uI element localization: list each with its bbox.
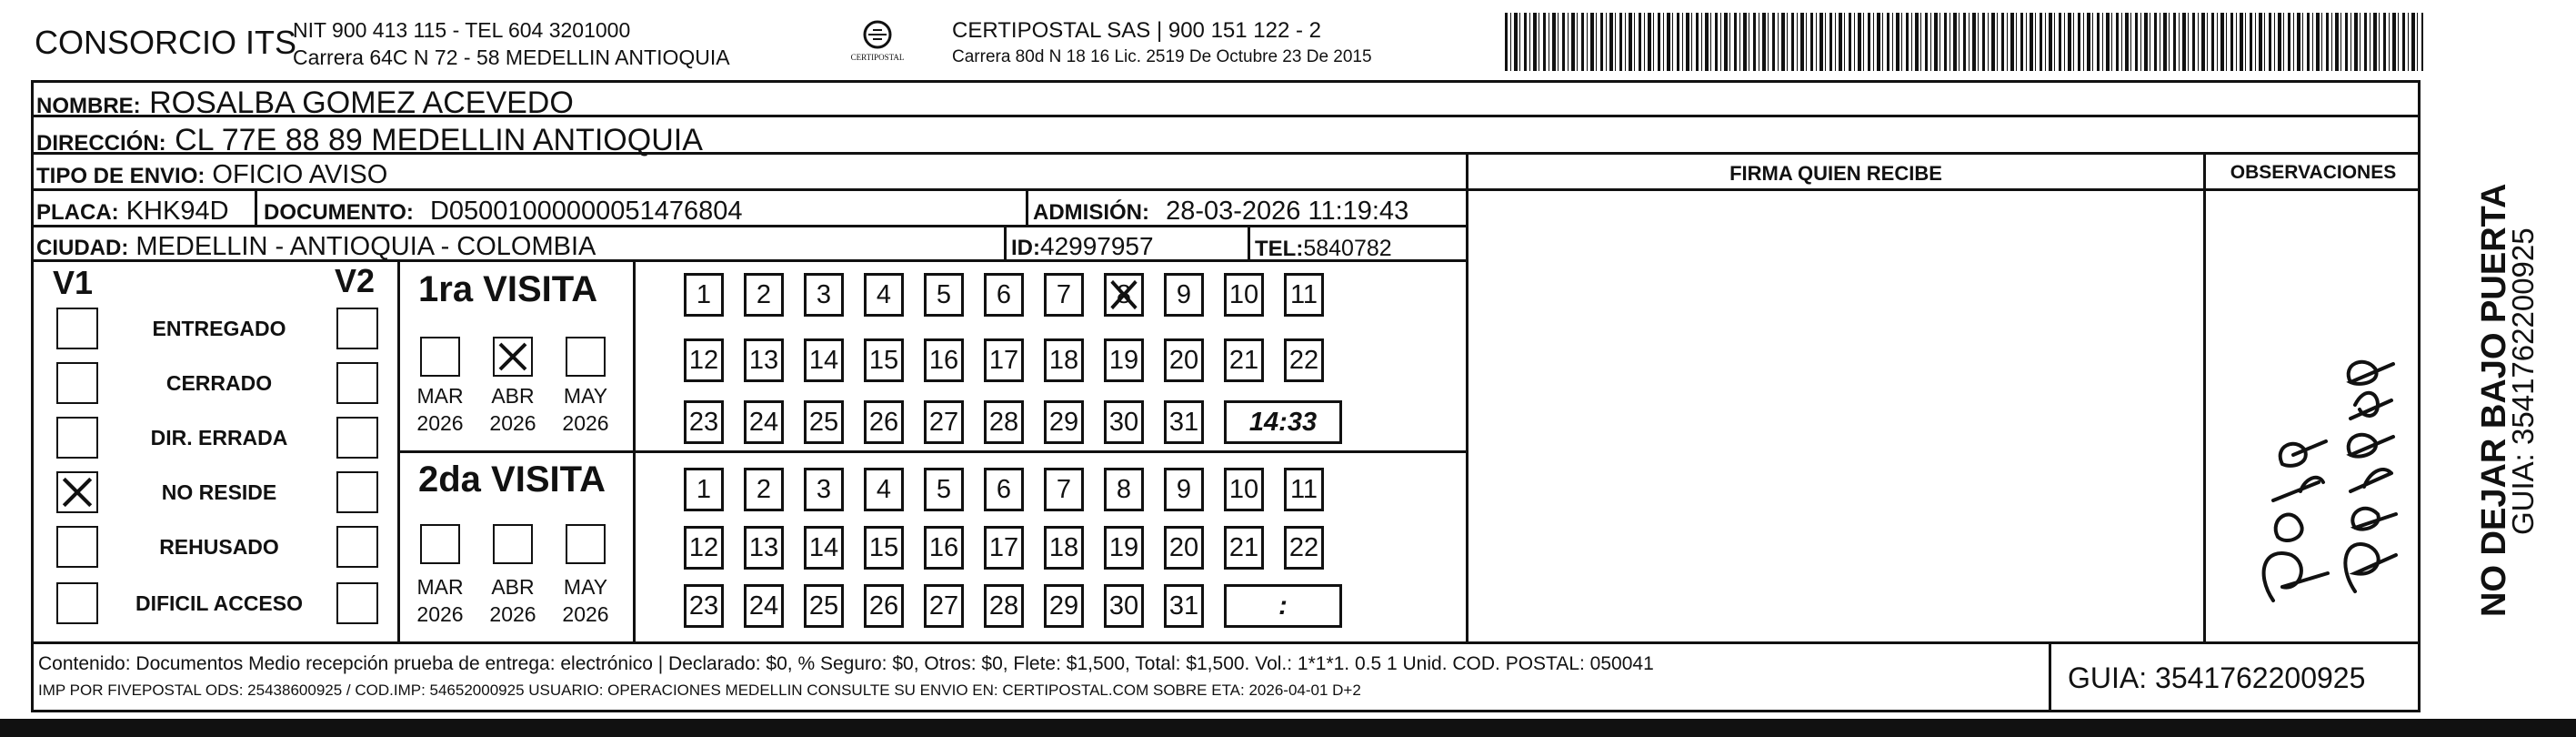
barcode [1505,13,2423,71]
day-number: 8 [1116,475,1132,504]
day-box[interactable] [1164,468,1204,511]
v2-checkbox[interactable] [336,308,378,349]
day-number: 13 [748,533,779,562]
v2-checkbox[interactable] [336,362,378,404]
footer-contenido: Contenido: Documentos Medio recepción prueba de entrega: electrónico | Declarado: $0, % Seguro: $0, Otros: $0, Flete: $1,500, Total: $1,500. Vol.: 1*1*1. 0.5 1 Unid. COD. POSTAL: 050041 [38,653,1654,674]
logo-icon [846,16,909,71]
day-box[interactable] [744,338,784,382]
bottom-border-strip [0,719,2576,737]
day-box[interactable] [864,584,904,628]
v2-checkbox[interactable] [336,471,378,513]
footer-impresion: IMP POR FIVEPOSTAL ODS: 25438600925 / COD.IMP: 54652000925 USUARIO: OPERACIONES MEDELLIN CONSULTE SU ENVIO EN: CERTIPOSTAL.COM SOBRE ETA: 2026-04-01 D+2 [38,681,1361,699]
day-box[interactable] [744,584,784,628]
nombre-value: ROSALBA GOMEZ ACEVEDO [149,86,574,120]
day-box[interactable] [1224,338,1264,382]
day-box[interactable] [1044,400,1084,444]
day-box[interactable] [1044,273,1084,317]
day-number: 17 [988,533,1019,562]
v1-checkbox[interactable] [56,582,98,624]
day-number: 7 [1056,475,1072,504]
day-box[interactable] [924,273,964,317]
v2-checkbox[interactable] [336,582,378,624]
day-box[interactable] [1224,526,1264,570]
day-box[interactable] [1044,526,1084,570]
id-field [1011,232,1154,263]
day-box[interactable] [1224,273,1264,317]
day-box[interactable] [1164,526,1204,570]
day-box[interactable] [1104,400,1144,444]
day-number: 3 [816,280,832,309]
day-box[interactable] [744,273,784,317]
day-number: 12 [688,346,719,375]
month-name: MAR [416,575,464,599]
day-number: 22 [1288,533,1319,562]
day-number: 24 [748,408,779,437]
month-year: 2026 [416,411,464,435]
day-number: 10 [1228,475,1259,504]
day-box[interactable] [684,468,724,511]
signature-area [1468,191,2203,641]
day-box[interactable] [684,338,724,382]
ciudad-value: MEDELLIN - ANTIOQUIA - COLOMBIA [135,232,596,261]
month-name: MAR [416,384,464,408]
observaciones-handwriting [2219,209,2401,628]
placa-field [36,197,229,227]
status-label: REHUSADO [159,535,279,559]
day-box[interactable] [924,468,964,511]
visit2-title: 2da VISITA [418,459,606,500]
admision-value: 28-03-2026 11:19:43 [1166,197,1409,226]
day-box[interactable] [744,400,784,444]
direccion-label: DIRECCIÓN: [36,131,166,156]
v2-checkbox[interactable] [336,417,378,459]
v1-checkbox[interactable] [56,471,98,513]
day-box[interactable] [984,584,1024,628]
visit-divider [397,450,1466,453]
v1-checkbox[interactable] [56,417,98,459]
day-number: 13 [748,346,779,375]
day-number: 29 [1048,591,1079,621]
month-name: ABR [491,384,535,408]
day-number: 15 [868,533,899,562]
side-guia: GUIA: 3541762200925 [2506,227,2540,535]
day-box[interactable] [804,468,844,511]
day-number: 1 [696,280,712,309]
day-box[interactable] [1104,584,1144,628]
tel-label: TEL: [1255,237,1304,261]
day-box[interactable] [864,400,904,444]
day-number: 9 [1176,475,1192,504]
status-label: NO RESIDE [161,480,277,504]
v2-header: V2 [335,262,376,299]
day-number: 30 [1108,591,1139,621]
day-number: 20 [1168,533,1199,562]
month-year: 2026 [562,602,609,626]
footer-divider [31,641,2421,644]
day-number: 20 [1168,346,1199,375]
day-number: 9 [1176,280,1192,309]
admision-label: ADMISIÓN: [1033,200,1149,225]
month-name: ABR [491,575,535,599]
company-name: CONSORCIO ITS [35,24,297,61]
footer-guia-divider [2049,641,2051,712]
day-box[interactable] [1164,584,1204,628]
day-box[interactable] [1104,526,1144,570]
day-box[interactable] [984,526,1024,570]
day-box[interactable] [804,400,844,444]
day-box[interactable] [1284,468,1324,511]
day-number: 2 [756,475,772,504]
day-box[interactable] [1164,338,1204,382]
day-number: 21 [1228,533,1259,562]
day-number: 28 [988,591,1019,621]
day-box[interactable] [684,400,724,444]
time-box[interactable] [1224,584,1342,628]
ciudad-field [36,232,596,263]
day-number: 12 [688,533,719,562]
day-box[interactable] [924,526,964,570]
month-year: 2026 [489,602,536,626]
id-value: 42997957 [1040,232,1154,260]
month-year: 2026 [416,602,464,626]
day-number: 4 [876,475,892,504]
status-label: ENTREGADO [152,317,286,340]
v1-checkbox[interactable] [56,308,98,349]
day-number: 5 [936,280,952,309]
day-box[interactable] [804,584,844,628]
month-checkbox[interactable] [420,337,460,377]
divider-observaciones [2203,155,2206,641]
day-number: 16 [928,346,959,375]
day-number: 5 [936,475,952,504]
day-box[interactable] [804,526,844,570]
documento-field [264,197,742,227]
day-number: 24 [748,591,779,621]
carrier-name: CERTIPOSTAL SAS | 900 151 122 - 2 [952,18,1321,43]
day-box[interactable] [1284,526,1324,570]
time-value: 14:33 [1248,408,1318,437]
day-number: 25 [808,408,839,437]
day-number: 11 [1289,475,1318,504]
month-name: MAY [563,384,608,408]
day-number: 6 [996,280,1012,309]
tipo-label: TIPO DE ENVIO: [36,164,205,188]
day-number: 2 [756,280,772,309]
day-number: 10 [1228,280,1259,309]
admision-field [1033,197,1408,227]
day-number: 23 [688,408,719,437]
company-nit: NIT 900 413 115 - TEL 604 3201000 [293,18,631,42]
tel-divider [1248,227,1250,262]
day-box[interactable] [984,273,1024,317]
day-box[interactable] [1044,338,1084,382]
day-number: 11 [1289,280,1318,309]
day-number: 21 [1228,346,1259,375]
documento-label: DOCUMENTO: [264,200,414,225]
day-number: 27 [928,591,959,621]
firma-header: FIRMA QUIEN RECIBE [1729,162,1942,185]
day-number: 25 [808,591,839,621]
certipostal-logo [846,16,909,71]
day-box[interactable] [924,584,964,628]
day-box[interactable] [984,338,1024,382]
day-box[interactable] [864,273,904,317]
day-number: 27 [928,408,959,437]
day-box[interactable] [744,468,784,511]
day-number: 18 [1048,346,1079,375]
v1-header: V1 [53,264,94,301]
month-checkbox[interactable] [420,524,460,564]
status-label: DIFICIL ACCESO [135,591,303,615]
day-box[interactable] [1044,584,1084,628]
day-number: 3 [816,475,832,504]
day-number: 26 [868,408,899,437]
day-box[interactable] [1284,338,1324,382]
direccion-value: CL 77E 88 89 MEDELLIN ANTIOQUIA [175,123,703,157]
day-number: 19 [1108,533,1139,562]
day-box[interactable] [1164,400,1204,444]
day-box[interactable] [924,338,964,382]
day-box[interactable] [744,526,784,570]
side-panel [2422,80,2540,712]
placa-value: KHK94D [125,197,229,226]
day-box[interactable] [804,338,844,382]
time-box[interactable] [1224,400,1342,444]
day-box[interactable] [804,273,844,317]
v2-checkbox[interactable] [336,526,378,568]
day-number: 15 [868,346,899,375]
day-number: 28 [988,408,1019,437]
visit1-title: 1ra VISITA [418,269,598,309]
day-box[interactable] [864,526,904,570]
v1-checkbox[interactable] [56,362,98,404]
day-box[interactable] [1104,468,1144,511]
month-checkbox[interactable] [566,524,606,564]
day-box[interactable] [684,584,724,628]
day-box[interactable] [984,468,1024,511]
handwriting-drawing [2219,209,2401,628]
status-label: CERRADO [165,371,273,395]
day-box[interactable] [684,273,724,317]
day-box[interactable] [864,338,904,382]
carrier-address: Carrera 80d N 18 16 Lic. 2519 De Octubre 23 De 2015 [952,47,1372,66]
no-dejar-bajo-puerta: NO DEJAR BAJO PUERTA [2475,183,2513,617]
day-number: 18 [1048,533,1079,562]
day-box[interactable] [1104,338,1144,382]
day-box[interactable] [1284,273,1324,317]
observaciones-header: OBSERVACIONES [2230,162,2397,183]
tipo-value: OFICIO AVISO [212,160,388,189]
day-number: 1 [696,475,712,504]
day-box[interactable] [1224,468,1264,511]
day-number: 31 [1168,408,1199,437]
admision-divider [1026,191,1028,227]
day-box[interactable] [1164,273,1204,317]
day-number: 19 [1108,346,1139,375]
day-number: 7 [1056,280,1072,309]
placa-divider [255,191,257,227]
tipo-field [36,160,387,191]
day-box[interactable] [1044,468,1084,511]
day-number: 16 [928,533,959,562]
ciudad-label: CIUDAD: [36,236,129,260]
time-value: : [1278,591,1288,621]
status-label: DIR. ERRADA [150,426,288,449]
month-checkbox[interactable] [493,337,533,377]
day-box[interactable] [684,526,724,570]
day-box[interactable] [924,400,964,444]
day-number: 14 [808,346,839,375]
day-box[interactable] [864,468,904,511]
day-number: 17 [988,346,1019,375]
day-box[interactable] [1104,273,1144,317]
day-number: 30 [1108,408,1139,437]
day-number: 26 [868,591,899,621]
month-checkbox[interactable] [493,524,533,564]
day-number: 4 [876,280,892,309]
tel-value: 5840782 [1303,236,1392,261]
month-name: MAY [563,575,608,599]
documento-value: D05001000000051476804 [429,197,743,226]
logo-text: CERTIPOSTAL [850,53,905,62]
placa-label: PLACA: [36,200,119,225]
day-number: 23 [688,591,719,621]
id-label: ID: [1011,236,1040,260]
day-number: 31 [1168,591,1199,621]
day-number: 29 [1048,408,1079,437]
day-box[interactable] [984,400,1024,444]
day-number: 6 [996,475,1012,504]
month-checkbox[interactable] [566,337,606,377]
month-year: 2026 [489,411,536,435]
company-address: Carrera 64C N 72 - 58 MEDELLIN ANTIOQUIA [293,45,730,69]
nombre-label: NOMBRE: [36,94,141,118]
id-divider [1004,227,1007,262]
day-number: 22 [1288,346,1319,375]
footer-guia: GUIA: 3541762200925 [2068,661,2366,694]
day-number: 14 [808,533,839,562]
month-year: 2026 [562,411,609,435]
tel-field [1255,234,1392,264]
header [0,0,2576,77]
day-number: 8 [1116,280,1132,309]
v1-checkbox[interactable] [56,526,98,568]
